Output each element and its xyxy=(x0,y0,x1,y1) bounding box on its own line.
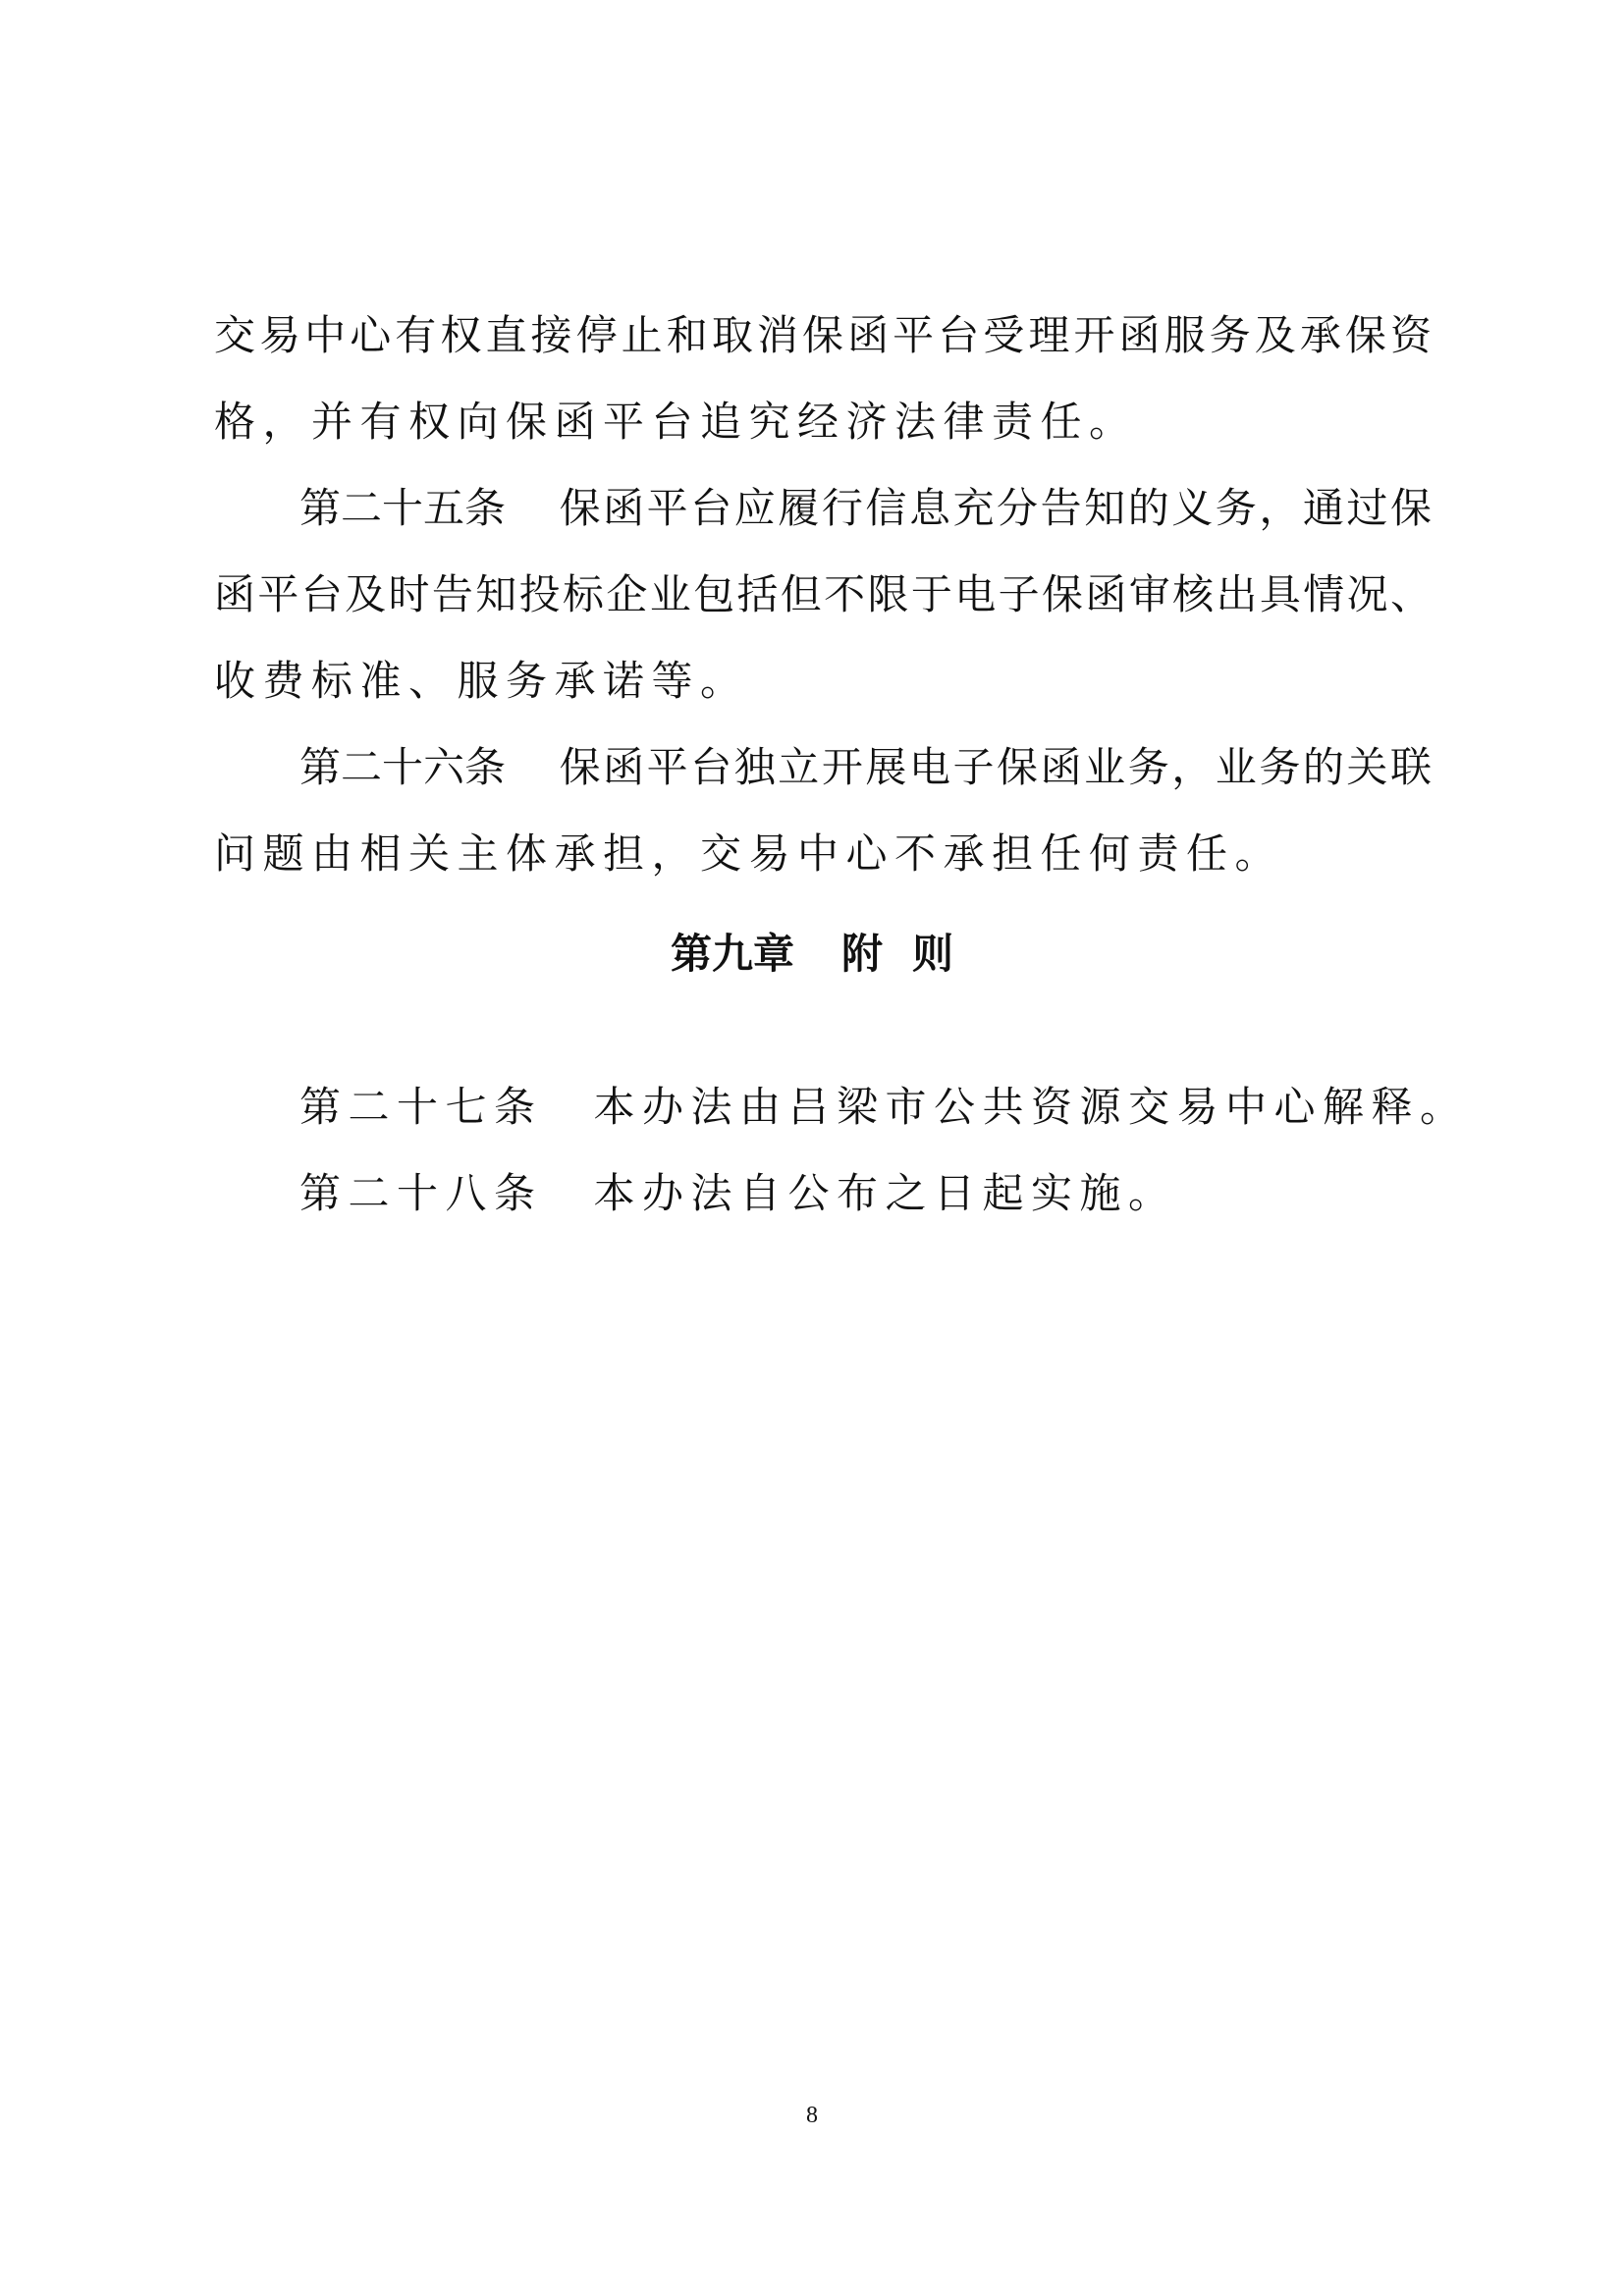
body-line: 格，并有权向保函平台追究经济法律责任。 xyxy=(214,398,1138,446)
article-26 xyxy=(299,738,1432,797)
article-27 xyxy=(299,1078,1517,1137)
chapter-number: 第九章 xyxy=(670,930,794,978)
body-line: 交易中心有权直接停止和取消保函平台受理开函服务及承保资 xyxy=(214,311,1432,359)
article-text: 保函平台应履行信息充分告知的义务，通过保 xyxy=(557,484,1432,532)
article-25 xyxy=(299,479,1432,538)
chapter-title: 附 xyxy=(840,930,883,978)
article-text: 本办法由吕梁市公共资源交易中心解释。 xyxy=(593,1083,1469,1131)
article-text: 本办法自公布之日起实施。 xyxy=(593,1169,1177,1217)
article-number: 第二十八条 xyxy=(299,1169,543,1217)
body-line: 问题由相关主体承担，交易中心不承担任何责任。 xyxy=(214,829,1284,878)
article-text: 保函平台独立开展电子保函业务，业务的关联 xyxy=(557,743,1432,791)
page-number: 8 xyxy=(806,2103,818,2128)
article-number: 第二十五条 xyxy=(299,484,507,532)
chapter-heading xyxy=(0,925,1624,984)
body-line: 收费标准、服务承诺等。 xyxy=(214,657,749,705)
article-number: 第二十六条 xyxy=(299,743,507,791)
article-28 xyxy=(299,1164,1517,1223)
body-line: 函平台及时告知投标企业包括但不限于电子保函审核出具情况、 xyxy=(214,570,1432,618)
chapter-title: 则 xyxy=(912,930,954,978)
article-number: 第二十七条 xyxy=(299,1083,543,1131)
